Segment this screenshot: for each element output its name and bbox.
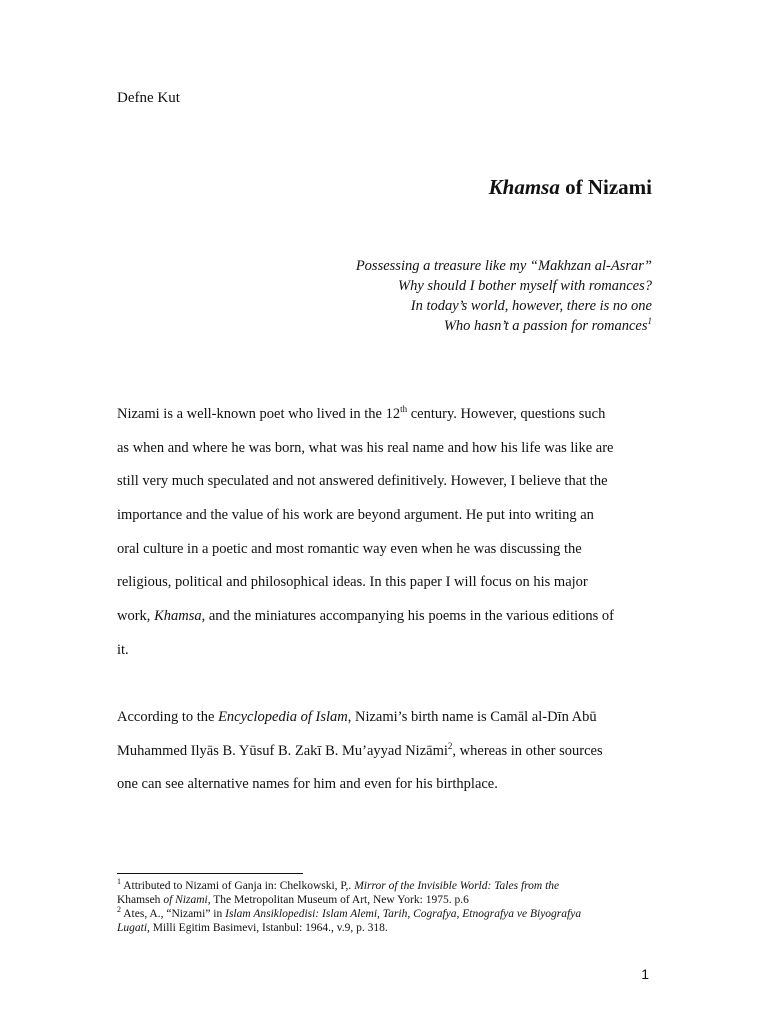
fn-italic: Lugati <box>117 922 148 934</box>
p2-text: Muhammed Ilyās B. Yūsuf B. Zakī B. Mu’ayyad Nizāmi <box>117 742 448 759</box>
footnotes <box>117 879 657 935</box>
p1-text: , and the miniatures accompanying his poems in the various editions of <box>201 608 614 625</box>
footnote-2-line-1 <box>117 907 657 921</box>
epigraph-line-1: Possessing a treasure like my “Makhzan al-Asrar” <box>355 258 652 274</box>
fn-text: , Milli Egitim Basimevi, Istanbul: 1964., v.9, p. 318. <box>147 922 388 934</box>
title-italic: Khamsa <box>488 175 560 199</box>
paragraph-2-line-1 <box>117 707 657 741</box>
paragraph-1-line-8: it. <box>117 641 129 658</box>
paragraph-1-line-4: importance and the value of his work are beyond argument. He put into writing an <box>117 507 594 524</box>
paragraph-1-line-5: oral culture in a poetic and most romantic way even when he was discussing the <box>117 540 582 557</box>
footnote-1-number: 1 <box>117 877 121 887</box>
p1-text: Nizami is a well-known poet who lived in the 12 <box>117 406 401 422</box>
title-rest: of Nizami <box>559 175 652 199</box>
paragraph-1-line-2: as when and where he was born, what was his real name and how his life was like are <box>117 439 614 456</box>
footnote-2-number: 2 <box>117 905 121 915</box>
body-paragraph-1 <box>117 404 657 674</box>
footnote-divider <box>117 873 303 874</box>
paragraph-1-line-3: still very much speculated and not answered definitively. However, I believe that the <box>117 473 608 490</box>
ordinal-suffix: th <box>400 404 408 415</box>
paragraph-2-line-3: one can see alternative names for him and even for his birthplace. <box>117 776 498 793</box>
footnote-1-line-2 <box>117 893 657 907</box>
p1-text: work, <box>117 608 155 625</box>
footnote-ref-1[interactable]: 1 <box>647 316 652 327</box>
epigraph <box>356 256 652 336</box>
fn-text: Ates, A., “Nizami” in <box>121 908 226 920</box>
p1-italic: Khamsa <box>154 608 202 625</box>
p2-text: According to the <box>117 709 219 725</box>
footnote-1-line-1 <box>117 879 657 893</box>
paragraph-2-line-2 <box>117 741 657 775</box>
paragraph-1-line-7 <box>117 606 657 640</box>
page-title <box>489 173 652 201</box>
p1-text: century. However, questions such <box>407 406 606 422</box>
page-number: 1 <box>641 966 649 982</box>
fn-italic: Mirror of the Invisible World: Tales from the <box>354 880 560 892</box>
fn-italic: of Nizami <box>163 894 208 906</box>
paragraph-1-line-6: religious, political and philosophical ideas. In this paper I will focus on his major <box>117 574 588 591</box>
p2-text: , Nizami’s birth name is Camāl al-Dīn Abū <box>347 709 597 725</box>
fn-text: Khamseh <box>117 894 164 906</box>
epigraph-line-3: In today’s world, however, there is no one <box>410 298 652 314</box>
epigraph-line-4-text: Who hasn’t a passion for romances <box>443 318 648 334</box>
footnote-2-line-2 <box>117 921 657 935</box>
footnote-ref-2[interactable]: 2 <box>447 740 453 751</box>
epigraph-line-4 <box>356 316 652 336</box>
fn-text: Attributed to Nizami of Ganja in: Chelkowski, P,. <box>121 880 355 892</box>
p2-text: , whereas in other sources <box>452 742 603 759</box>
body-paragraph-2 <box>117 707 657 808</box>
author-name: Defne Kut <box>117 90 180 106</box>
fn-italic: Islam Ansiklopedisi: Islam Alemi, Tarih, Cografya, Etnografya ve Biyografya <box>225 908 582 920</box>
paragraph-1-line-1 <box>117 404 657 438</box>
epigraph-line-2: Why should I bother myself with romances? <box>398 278 652 294</box>
p2-italic: Encyclopedia of Islam <box>218 709 348 725</box>
fn-text: , The Metropolitan Museum of Art, New York: 1975. p.6 <box>207 894 469 906</box>
